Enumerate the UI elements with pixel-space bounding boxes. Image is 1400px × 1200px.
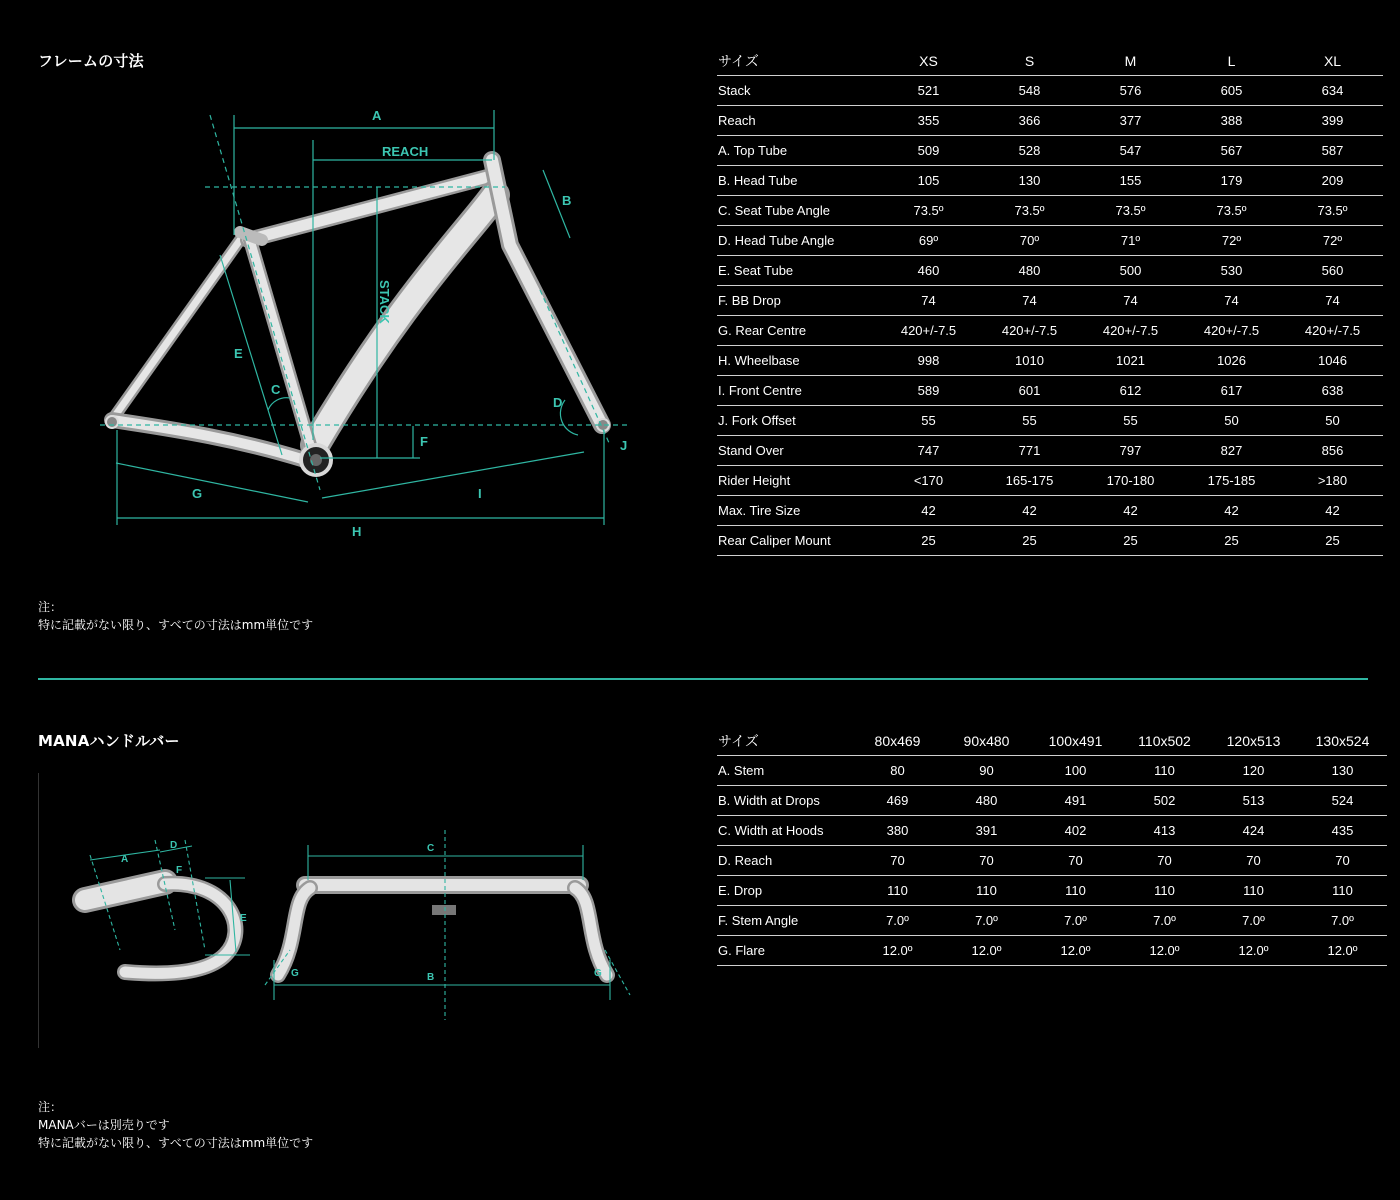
table-row [717, 936, 1387, 966]
table-header-cell: 80x469 [853, 726, 942, 756]
row-value: 7.0º [1031, 906, 1120, 936]
frame-section-title: フレームの寸法 [38, 52, 144, 70]
table-row [717, 376, 1383, 406]
row-value: 524 [1298, 786, 1387, 816]
row-value: 530 [1181, 256, 1282, 286]
row-value: 502 [1120, 786, 1209, 816]
frame-label-j: J [620, 438, 628, 453]
row-value: 420+/-7.5 [878, 316, 979, 346]
row-value: 55 [1080, 406, 1181, 436]
row-value: 500 [1080, 256, 1181, 286]
handlebar-label-c: C [427, 843, 435, 854]
row-value: 73.5º [979, 196, 1080, 226]
row-value: 72º [1181, 226, 1282, 256]
row-label: F. Stem Angle [717, 906, 853, 936]
table-header-cell: S [979, 46, 1080, 76]
row-value: 25 [878, 526, 979, 556]
row-value: 1046 [1282, 346, 1383, 376]
row-label: D. Head Tube Angle [717, 226, 878, 256]
table-row [717, 346, 1383, 376]
frame-label-f: F [420, 434, 428, 449]
row-value: 460 [878, 256, 979, 286]
row-label: A. Stem [717, 756, 853, 786]
row-value: 73.5º [878, 196, 979, 226]
row-value: 42 [979, 496, 1080, 526]
row-value: 110 [942, 876, 1031, 906]
frame-label-i: I [478, 486, 482, 501]
note-line: MANAバーは別売りです [38, 1118, 170, 1132]
row-label: D. Reach [717, 846, 853, 876]
row-value: 74 [878, 286, 979, 316]
row-value: 435 [1298, 816, 1387, 846]
row-value: 12.0º [942, 936, 1031, 966]
row-value: 73.5º [1080, 196, 1181, 226]
row-value: 7.0º [853, 906, 942, 936]
row-value: 50 [1181, 406, 1282, 436]
frame-label-c: C [271, 382, 281, 397]
row-label: C. Width at Hoods [717, 816, 853, 846]
row-value: 70 [942, 846, 1031, 876]
row-value: 391 [942, 816, 1031, 846]
table-row [717, 286, 1383, 316]
table-row [717, 496, 1383, 526]
table-header-cell: 90x480 [942, 726, 1031, 756]
row-value: 170-180 [1080, 466, 1181, 496]
row-value: 7.0º [1209, 906, 1298, 936]
frame-label-h: H [352, 524, 362, 539]
row-value: 25 [1080, 526, 1181, 556]
row-value: 380 [853, 816, 942, 846]
row-value: 130 [1298, 756, 1387, 786]
row-value: 12.0º [1209, 936, 1298, 966]
row-value: 73.5º [1282, 196, 1383, 226]
row-value: 25 [1181, 526, 1282, 556]
handlebar-label-b: B [427, 972, 435, 983]
row-value: 12.0º [853, 936, 942, 966]
row-value: >180 [1282, 466, 1383, 496]
table-row [717, 76, 1383, 106]
row-value: 612 [1080, 376, 1181, 406]
table-row [717, 166, 1383, 196]
table-row [717, 756, 1387, 786]
row-value: 70 [1209, 846, 1298, 876]
row-value: 70 [1120, 846, 1209, 876]
handlebar-label-g-right: G [594, 968, 602, 979]
frame-label-a: A [372, 108, 382, 123]
frame-geometry-diagram [95, 100, 645, 550]
row-value: 80 [853, 756, 942, 786]
row-value: 1021 [1080, 346, 1181, 376]
note-line: 特に記載がない限り、すべての寸法はmm単位です [38, 618, 314, 632]
table-row [717, 816, 1387, 846]
table-row [717, 786, 1387, 816]
row-value: 355 [878, 106, 979, 136]
row-value: 7.0º [942, 906, 1031, 936]
row-value: 589 [878, 376, 979, 406]
table-row [717, 226, 1383, 256]
frame-label-stack: STACK [377, 280, 392, 324]
row-value: 424 [1209, 816, 1298, 846]
row-value: 634 [1282, 76, 1383, 106]
table-header-cell: 110x502 [1120, 726, 1209, 756]
row-value: 1010 [979, 346, 1080, 376]
table-row [717, 846, 1387, 876]
row-value: 638 [1282, 376, 1383, 406]
table-header-cell: XS [878, 46, 979, 76]
handlebar-label-e: E [240, 913, 247, 924]
row-label: B. Width at Drops [717, 786, 853, 816]
table-header-cell: XL [1282, 46, 1383, 76]
table-row [717, 106, 1383, 136]
row-label: H. Wheelbase [717, 346, 878, 376]
table-row [717, 876, 1387, 906]
row-value: 55 [979, 406, 1080, 436]
handlebar-note [38, 1098, 313, 1152]
row-value: 567 [1181, 136, 1282, 166]
frame-geometry-table [717, 46, 1383, 556]
row-value: 402 [1031, 816, 1120, 846]
row-label: Stand Over [717, 436, 878, 466]
table-row [717, 466, 1383, 496]
row-value: 70 [1298, 846, 1387, 876]
table-row [717, 906, 1387, 936]
row-value: 110 [1120, 756, 1209, 786]
row-value: 797 [1080, 436, 1181, 466]
row-value: 521 [878, 76, 979, 106]
handlebar-label-a: A [121, 854, 129, 865]
table-header-cell: 100x491 [1031, 726, 1120, 756]
row-value: 420+/-7.5 [1282, 316, 1383, 346]
table-header-cell: サイズ [717, 726, 853, 756]
row-value: 576 [1080, 76, 1181, 106]
table-header-row [717, 46, 1383, 76]
frame-label-d: D [553, 395, 563, 410]
row-value: 209 [1282, 166, 1383, 196]
table-header-row [717, 726, 1387, 756]
section-divider [38, 678, 1368, 680]
row-value: 747 [878, 436, 979, 466]
row-label: G. Rear Centre [717, 316, 878, 346]
row-value: 7.0º [1298, 906, 1387, 936]
table-header-cell: L [1181, 46, 1282, 76]
row-value: 856 [1282, 436, 1383, 466]
row-label: J. Fork Offset [717, 406, 878, 436]
frame-label-g: G [192, 486, 203, 501]
row-value: 25 [1282, 526, 1383, 556]
row-value: 480 [942, 786, 1031, 816]
row-value: 42 [878, 496, 979, 526]
note-line: 特に記載がない限り、すべての寸法はmm単位です [38, 1136, 314, 1150]
row-value: 605 [1181, 76, 1282, 106]
row-value: 587 [1282, 136, 1383, 166]
table-header-cell: サイズ [717, 46, 878, 76]
row-value: 110 [1209, 876, 1298, 906]
row-label: Rider Height [717, 466, 878, 496]
row-value: 548 [979, 76, 1080, 106]
row-value: 42 [1181, 496, 1282, 526]
row-value: 175-185 [1181, 466, 1282, 496]
row-value: 12.0º [1298, 936, 1387, 966]
table-row [717, 406, 1383, 436]
row-value: 100 [1031, 756, 1120, 786]
row-value: 71º [1080, 226, 1181, 256]
row-value: 601 [979, 376, 1080, 406]
row-value: 420+/-7.5 [979, 316, 1080, 346]
handlebar-dimension-lines [90, 830, 630, 1020]
row-value: 827 [1181, 436, 1282, 466]
row-value: 1026 [1181, 346, 1282, 376]
row-label: E. Seat Tube [717, 256, 878, 286]
row-value: 90 [942, 756, 1031, 786]
row-value: 74 [979, 286, 1080, 316]
row-label: Rear Caliper Mount [717, 526, 878, 556]
row-value: 42 [1282, 496, 1383, 526]
frame-label-e: E [234, 346, 243, 361]
row-value: <170 [878, 466, 979, 496]
table-header-cell: 130x524 [1298, 726, 1387, 756]
row-label: Stack [717, 76, 878, 106]
row-value: 70º [979, 226, 1080, 256]
row-value: 110 [853, 876, 942, 906]
handlebar-geometry-diagram [70, 820, 640, 1025]
row-value: 73.5º [1181, 196, 1282, 226]
row-value: 547 [1080, 136, 1181, 166]
row-value: 74 [1282, 286, 1383, 316]
row-value: 42 [1080, 496, 1181, 526]
handlebar-label-f: F [176, 865, 183, 876]
row-value: 491 [1031, 786, 1120, 816]
row-value: 69º [878, 226, 979, 256]
row-value: 105 [878, 166, 979, 196]
row-value: 120 [1209, 756, 1298, 786]
row-value: 366 [979, 106, 1080, 136]
row-value: 617 [1181, 376, 1282, 406]
row-label: A. Top Tube [717, 136, 878, 166]
row-value: 179 [1181, 166, 1282, 196]
handlebar-geometry-table [717, 726, 1387, 966]
row-value: 72º [1282, 226, 1383, 256]
note-line: 注： [38, 1100, 63, 1114]
row-label: Max. Tire Size [717, 496, 878, 526]
row-label: F. BB Drop [717, 286, 878, 316]
frame-label-b: B [562, 193, 572, 208]
frame-note [38, 598, 313, 634]
row-value: 420+/-7.5 [1181, 316, 1282, 346]
row-value: 130 [979, 166, 1080, 196]
row-value: 377 [1080, 106, 1181, 136]
row-value: 509 [878, 136, 979, 166]
row-value: 12.0º [1031, 936, 1120, 966]
handlebar-label-d: D [170, 840, 178, 851]
table-row [717, 256, 1383, 286]
note-line: 注： [38, 600, 63, 614]
row-value: 771 [979, 436, 1080, 466]
row-value: 110 [1120, 876, 1209, 906]
frame-label-reach: REACH [382, 144, 429, 159]
row-label: I. Front Centre [717, 376, 878, 406]
table-header-cell: M [1080, 46, 1181, 76]
row-value: 469 [853, 786, 942, 816]
row-value: 998 [878, 346, 979, 376]
row-label: Reach [717, 106, 878, 136]
row-label: B. Head Tube [717, 166, 878, 196]
row-value: 413 [1120, 816, 1209, 846]
row-value: 110 [1298, 876, 1387, 906]
row-value: 7.0º [1120, 906, 1209, 936]
row-value: 70 [853, 846, 942, 876]
row-value: 528 [979, 136, 1080, 166]
table-row [717, 436, 1383, 466]
row-label: C. Seat Tube Angle [717, 196, 878, 226]
row-label: G. Flare [717, 936, 853, 966]
table-row [717, 136, 1383, 166]
row-value: 388 [1181, 106, 1282, 136]
table-header-cell: 120x513 [1209, 726, 1298, 756]
row-value: 74 [1080, 286, 1181, 316]
table-row [717, 196, 1383, 226]
row-value: 165-175 [979, 466, 1080, 496]
row-value: 155 [1080, 166, 1181, 196]
row-value: 25 [979, 526, 1080, 556]
table-row [717, 526, 1383, 556]
row-value: 560 [1282, 256, 1383, 286]
row-value: 110 [1031, 876, 1120, 906]
row-value: 513 [1209, 786, 1298, 816]
handlebar-diagram-border [38, 773, 39, 1048]
row-value: 480 [979, 256, 1080, 286]
row-value: 399 [1282, 106, 1383, 136]
row-value: 12.0º [1120, 936, 1209, 966]
row-value: 70 [1031, 846, 1120, 876]
frame-tubes [112, 160, 602, 460]
row-label: E. Drop [717, 876, 853, 906]
row-value: 55 [878, 406, 979, 436]
row-value: 420+/-7.5 [1080, 316, 1181, 346]
row-value: 50 [1282, 406, 1383, 436]
row-value: 74 [1181, 286, 1282, 316]
handlebar-label-g-left: G [291, 968, 299, 979]
handlebar-section-title: MANAハンドルバー [38, 732, 180, 750]
table-row [717, 316, 1383, 346]
